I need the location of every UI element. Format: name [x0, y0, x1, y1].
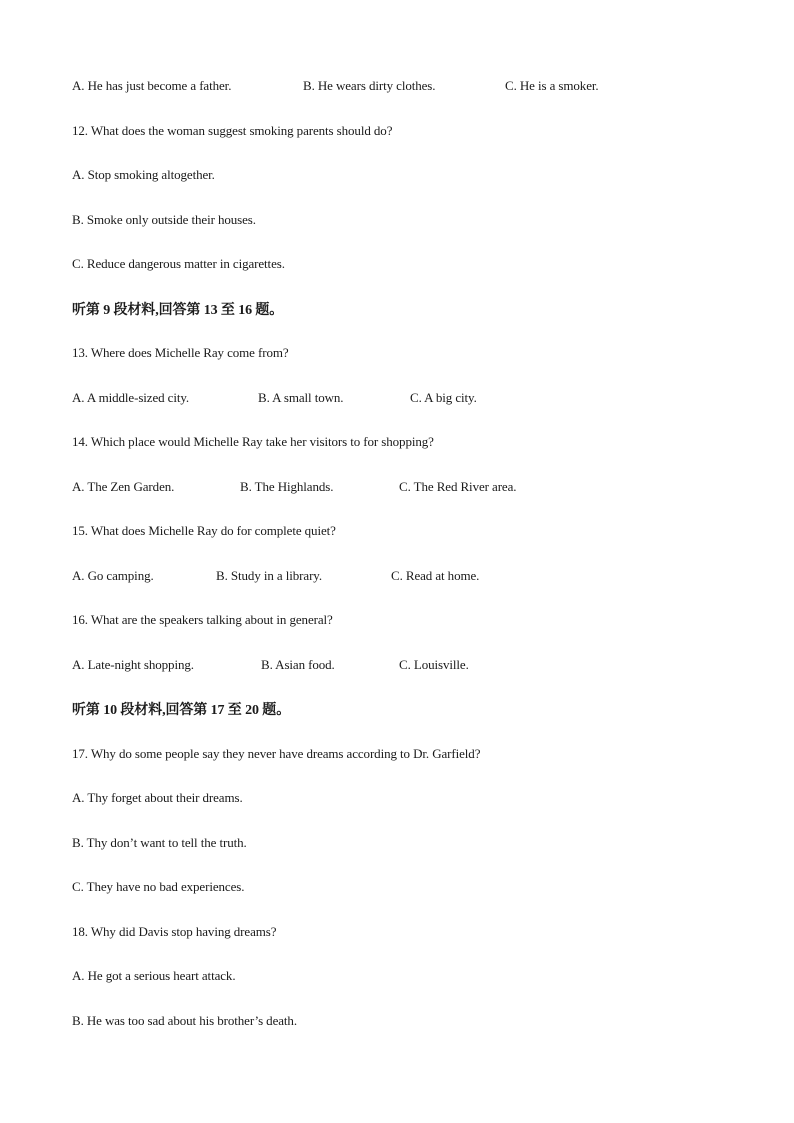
option-a: A. Go camping. — [72, 567, 154, 583]
option-b: B. Asian food. — [261, 656, 335, 672]
question-13: 13. Where does Michelle Ray come from? — [72, 345, 289, 361]
document-page — [72, 64, 752, 1043]
option-a: A. He got a serious heart attack. — [72, 968, 236, 984]
option-b: B. Smoke only outside their houses. — [72, 211, 256, 227]
section-heading-9: 听第 9 段材料,回答第 13 至 16 题。 — [72, 302, 284, 318]
option-a: A. He has just become a father. — [72, 78, 232, 94]
option-b: B. The Highlands. — [240, 478, 334, 494]
options-row — [72, 465, 752, 510]
option-c: C. Read at home. — [391, 567, 480, 583]
question-18: 18. Why did Davis stop having dreams? — [72, 923, 277, 939]
option-a: A. Stop smoking altogether. — [72, 167, 215, 183]
question-14: 14. Which place would Michelle Ray take her visitors to for shopping? — [72, 434, 434, 450]
option-b: B. Thy don’t want to tell the truth. — [72, 834, 247, 850]
options-row — [72, 554, 752, 599]
option-a: A. A middle-sized city. — [72, 389, 190, 405]
question-16: 16. What are the speakers talking about in general? — [72, 612, 333, 628]
option-a: A. Thy forget about their dreams. — [72, 790, 243, 806]
option-c: C. Reduce dangerous matter in cigarettes. — [72, 256, 285, 272]
option-c: C. He is a smoker. — [505, 78, 599, 94]
option-c: C. Louisville. — [399, 656, 469, 672]
option-c: C. They have no bad experiences. — [72, 879, 245, 895]
option-c: C. A big city. — [410, 389, 477, 405]
question-12: 12. What does the woman suggest smoking parents should do? — [72, 122, 393, 138]
option-b: B. Study in a library. — [216, 567, 323, 583]
question-17: 17. Why do some people say they never have dreams according to Dr. Garfield? — [72, 745, 481, 761]
option-a: A. The Zen Garden. — [72, 478, 175, 494]
option-c: C. The Red River area. — [399, 478, 517, 494]
option-b: B. A small town. — [258, 389, 344, 405]
question-15: 15. What does Michelle Ray do for complete quiet? — [72, 523, 336, 539]
options-row — [72, 376, 752, 421]
options-row — [72, 643, 752, 688]
option-b: B. He was too sad about his brother’s death. — [72, 1012, 297, 1028]
option-b: B. He wears dirty clothes. — [303, 78, 436, 94]
option-a: A. Late-night shopping. — [72, 656, 194, 672]
options-row — [72, 64, 752, 109]
section-heading-10: 听第 10 段材料,回答第 17 至 20 题。 — [72, 703, 291, 719]
